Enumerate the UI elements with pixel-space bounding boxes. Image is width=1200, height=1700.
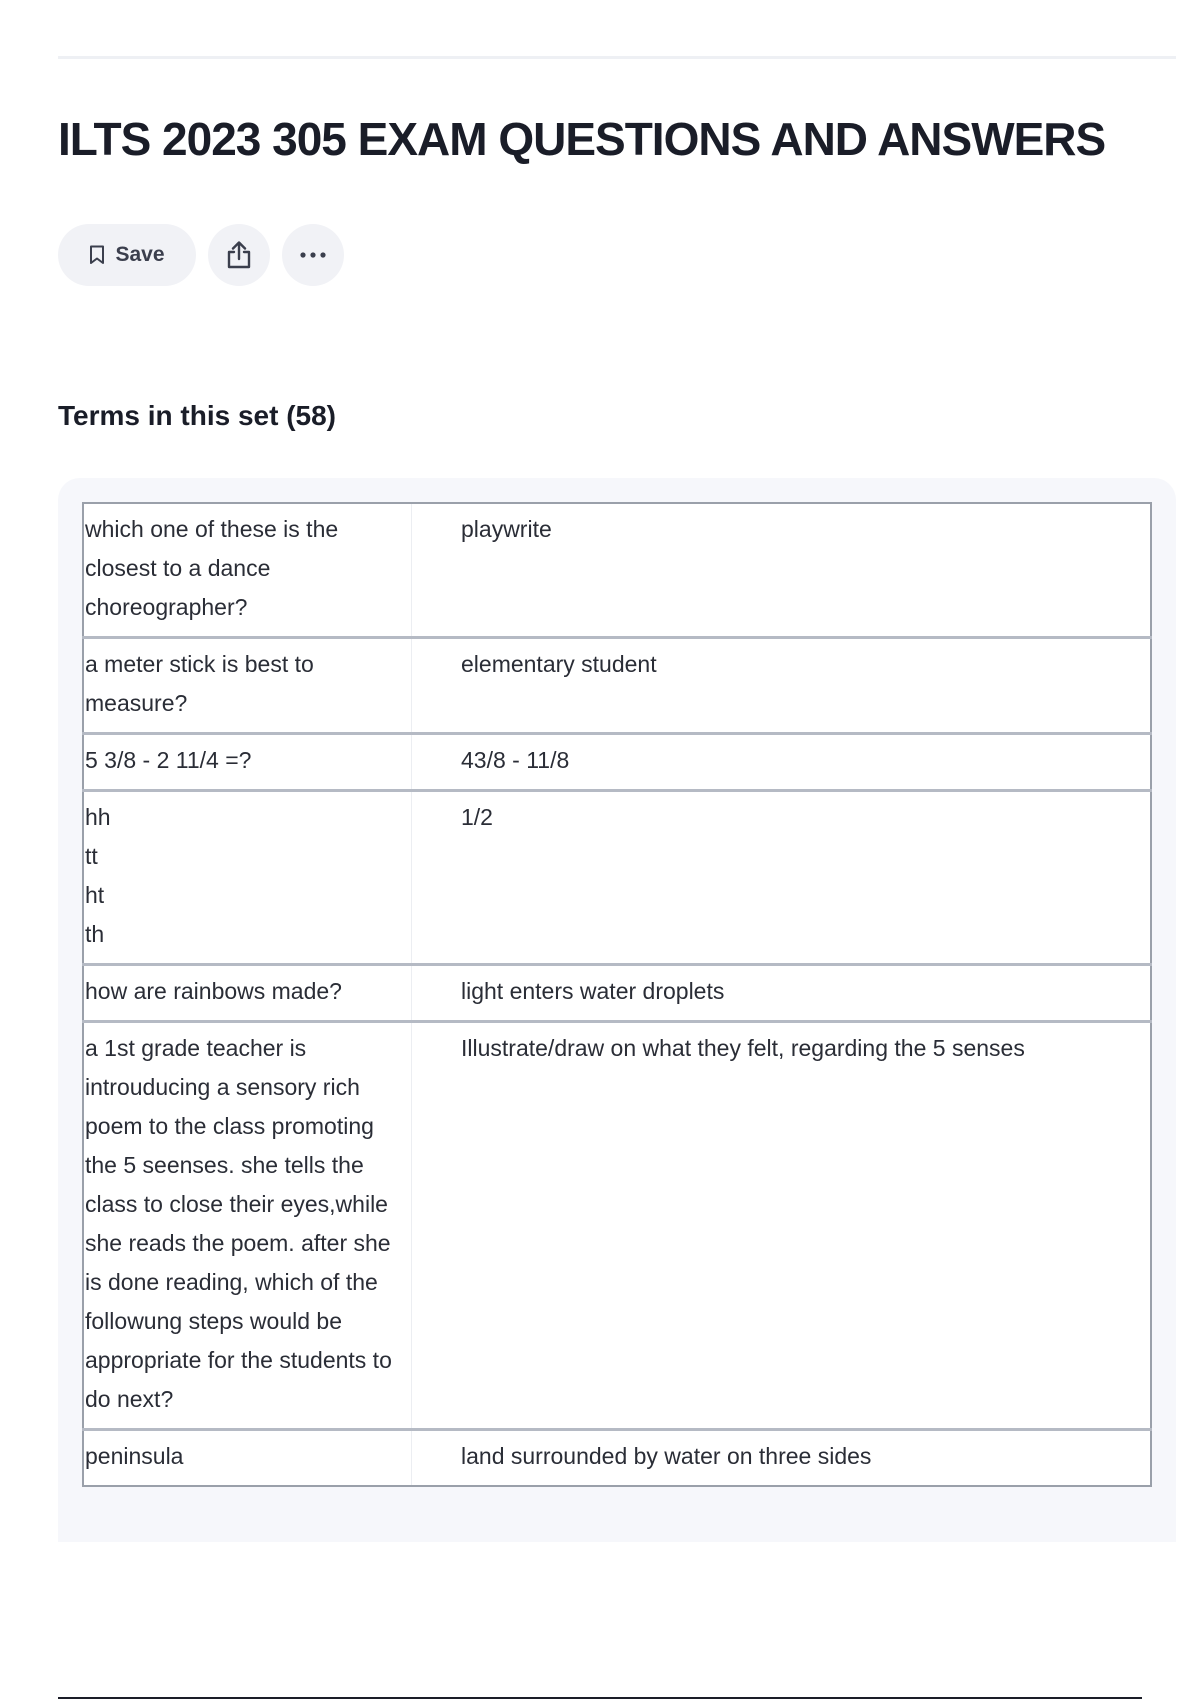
save-button[interactable]: [58, 224, 196, 286]
term-cell: which one of these is the closest to a dance choreographer?: [83, 503, 412, 638]
definition-cell: land surrounded by water on three sides: [412, 1430, 1152, 1487]
term-cell: a meter stick is best to measure?: [83, 638, 412, 734]
more-options-icon: [299, 251, 327, 259]
table-row: [83, 734, 1151, 791]
table-row: [83, 638, 1151, 734]
definition-cell: playwrite: [412, 503, 1152, 638]
table-row: [83, 1430, 1151, 1487]
term-cell: hh tt ht th: [83, 791, 412, 965]
share-icon: [226, 240, 252, 270]
term-cell: a 1st grade teacher is introuducing a sensory rich poem to the class promoting the 5 seenses. she tells the class to close their eyes,while she reads the poem. after she is done reading, which of the followung steps would be appropriate for the students to do next?: [83, 1022, 412, 1430]
definition-cell: light enters water droplets: [412, 965, 1152, 1022]
definition-cell: 1/2: [412, 791, 1152, 965]
definition-cell: elementary student: [412, 638, 1152, 734]
share-button[interactable]: [208, 224, 270, 286]
table-row: [83, 1022, 1151, 1430]
bookmark-icon: [89, 245, 105, 265]
table-row: [83, 503, 1151, 638]
bottom-divider: [58, 1697, 1142, 1699]
definition-cell: 43/8 - 11/8: [412, 734, 1152, 791]
top-divider: [58, 56, 1176, 59]
term-cell: 5 3/8 - 2 11/4 =?: [83, 734, 412, 791]
save-label: Save: [115, 243, 165, 266]
page-title: ILTS 2023 305 EXAM QUESTIONS AND ANSWERS: [58, 113, 1106, 165]
terms-table: [82, 502, 1152, 1487]
more-options-button[interactable]: [282, 224, 344, 286]
action-bar: [58, 224, 344, 286]
term-cell: peninsula: [83, 1430, 412, 1487]
table-row: [83, 791, 1151, 965]
definition-cell: Illustrate/draw on what they felt, regarding the 5 senses: [412, 1022, 1152, 1430]
term-cell: how are rainbows made?: [83, 965, 412, 1022]
table-row: [83, 965, 1151, 1022]
terms-heading: Terms in this set (58): [58, 400, 337, 431]
